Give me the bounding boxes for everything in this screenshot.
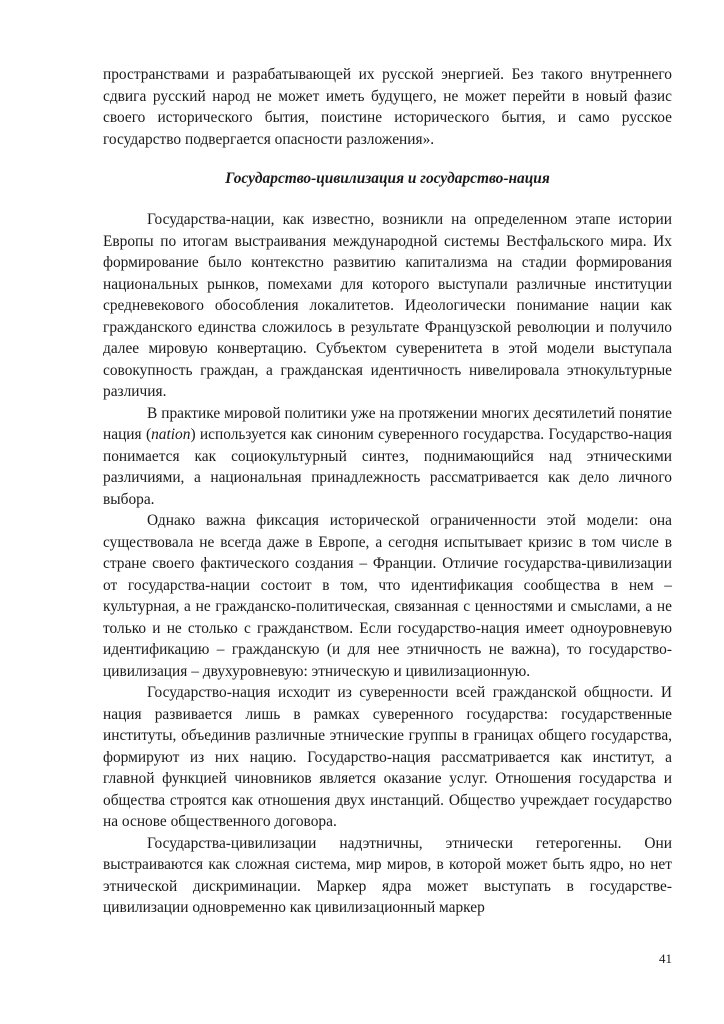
- paragraph-5: Государства-цивилизации надэтничны, этнически гетерогенны. Они выстраиваются как сложная система, мир миров, в которой может быть ядро, но нет этнической дискриминации. Маркер ядра может выступать в государстве-цивилизации одновременно как цивилизационный маркер: [103, 834, 672, 916]
- opening-paragraph: пространствами и разрабатывающей их русской энергией. Без такого внутреннего сдвига русский народ не может иметь будущего, не может перейти в новый фазис своего исторического бытия, поистине исторического бытия, и само русское государство подвергается опасности разложения».: [103, 66, 672, 148]
- paragraph-3: Однако важна фиксация исторической ограниченности этой модели: она существовала не всегда даже в Европе, а сегодня испытывает кризис в том числе в стране своего фактического создания – Франции. Отличие государства-цивилизации от государства-нации состоит в том, что идентификация сообщества в нем – культурная, а не гражданско-политическая, связанная с ценностями и смыслами, а не только и не столько с гражданством. Если государство-нация имеет одноуровневую идентификацию – гражданскую (и для нее этничность не важна), то государство-цивилизация – двухуровневую: этническую и цивилизационную.: [103, 512, 672, 680]
- paragraph-1: Государства-нации, как известно, возникли на определенном этапе истории Европы по итогам выстраивания международной системы Вестфальского мира. Их формирование было контекстно развитию капитализма на стадии формирования национальных рынков, помехами для которого выступали различные институции средневекового обособления локалитетов. Идеологически понимание нации как гражданского единства сложилось в результате Французской революции и получило далее мировую конвертацию. Субъектом суверенитета в этой модели выступала совокупность граждан, а гражданская идентичность нивелировала этнокультурные различия.: [103, 211, 672, 400]
- page-number: 41: [659, 951, 672, 966]
- paragraph-2: [103, 403, 672, 511]
- paragraph-2-italic-term: nation: [151, 426, 191, 443]
- paragraph-4: Государство-нация исходит из суверенности всей гражданской общности. И нация развивается лишь в рамках суверенного государства: государственные институты, объединив различные этнические группы в границах общего государства, формируют из них нацию. Государство-нация рассматривается как институт, а главной функцией чиновников является оказание услуг. Отношения государства и общества строятся как отношения двух инстанций. Общество учреждает государство на основе общественного договора.: [103, 684, 672, 830]
- section-heading: Государство-цивилизация и государство-нация: [225, 170, 550, 187]
- paragraph-2-text-start: В практике мировой политики уже на протяжении многих десятилетий понятие нация (: [103, 404, 672, 443]
- document-page: [103, 64, 672, 919]
- paragraph-2-text-end: ) используется как синоним суверенного государства. Государство-нация понимается как социокультурный синтез, поднимающийся над этническими различиями, а национальная принадлежность рассматривается как дело личного выбора.: [103, 426, 673, 508]
